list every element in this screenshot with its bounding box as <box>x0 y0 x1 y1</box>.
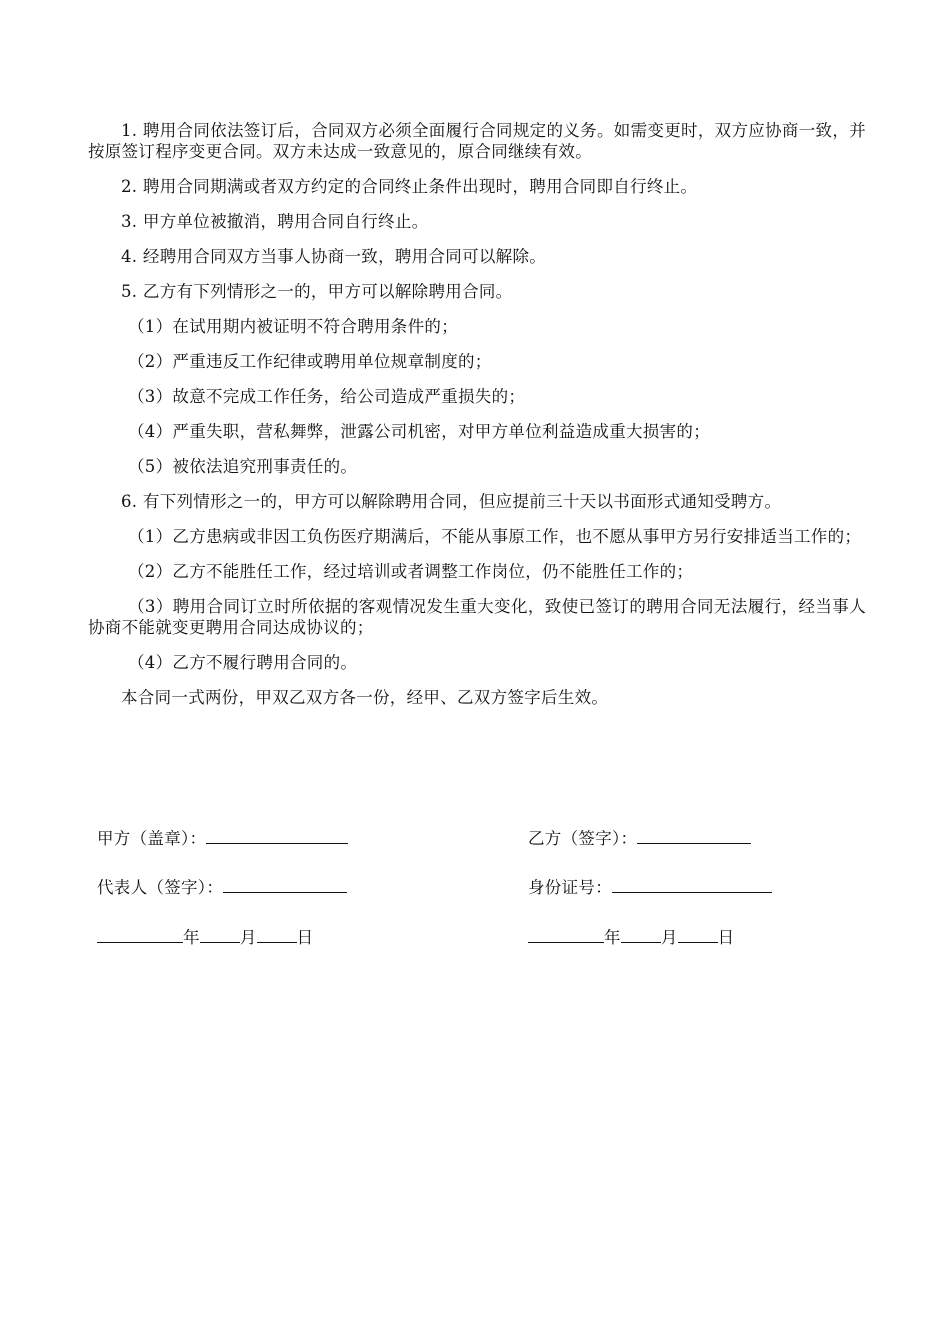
contract-clauses <box>88 120 866 708</box>
party-b-id-field[interactable] <box>612 878 772 893</box>
clause-6: 6. 有下列情形之一的，甲方可以解除聘用合同，但应提前三十天以书面形式通知受聘方。 <box>121 492 782 511</box>
clause-4: 4. 经聘用合同双方当事人协商一致，聘用合同可以解除。 <box>121 247 547 266</box>
day-label: 日 <box>296 928 314 947</box>
party-a-rep-line <box>97 877 347 898</box>
month-label: 月 <box>660 928 678 947</box>
party-a-seal-label: 甲方（盖章）： <box>97 829 207 848</box>
party-b-id-label: 身份证号： <box>528 878 612 897</box>
clause-5: 5. 乙方有下列情形之一的，甲方可以解除聘用合同。 <box>121 282 513 301</box>
party-a-day-field[interactable] <box>257 928 297 943</box>
year-label: 年 <box>183 928 200 947</box>
clause-6-item: （1）乙方患病或非因工负伤医疗期满后，不能从事原工作，也不愿从事甲方另行安排适当工作的； <box>128 527 862 546</box>
party-b-sign-line <box>528 828 751 849</box>
party-a-rep-field[interactable] <box>223 878 347 893</box>
party-a-date-line <box>97 927 313 948</box>
party-a-seal-line <box>97 828 348 849</box>
clause-6-item: （4）乙方不履行聘用合同的。 <box>128 653 358 672</box>
party-a-seal-field[interactable] <box>206 829 348 844</box>
party-b-month-field[interactable] <box>621 928 661 943</box>
clause-6-item: （2）乙方不能胜任工作，经过培训或者调整工作岗位，仍不能胜任工作的； <box>128 562 694 581</box>
party-a-year-field[interactable] <box>97 928 183 943</box>
clause-5-item: （5）被依法追究刑事责任的。 <box>128 457 358 476</box>
clause-5-item: （4）严重失职，营私舞弊，泄露公司机密，对甲方单位利益造成重大损害的； <box>128 422 710 441</box>
closing-statement: 本合同一式两份，甲双乙双方各一份，经甲、乙双方签字后生效。 <box>121 688 609 707</box>
clause-1: 1. 聘用合同依法签订后，合同双方必须全面履行合同规定的义务。如需变更时，双方应协商一致，并按原签订程序变更合同。双方未达成一致意见的，原合同继续有效。 <box>88 121 866 161</box>
party-b-date-line <box>528 927 734 948</box>
party-b-sign-field[interactable] <box>637 829 751 844</box>
clause-2: 2. 聘用合同期满或者双方约定的合同终止条件出现时，聘用合同即自行终止。 <box>121 177 698 196</box>
year-label: 年 <box>604 928 621 947</box>
clause-5-item: （1）在试用期内被证明不符合聘用条件的； <box>128 317 458 336</box>
party-a-month-field[interactable] <box>200 928 240 943</box>
clause-6-item: （3）聘用合同订立时所依据的客观情况发生重大变化，致使已签订的聘用合同无法履行，经当事人协商不能就变更聘用合同达成协议的； <box>88 597 866 637</box>
party-a-rep-label: 代表人（签字）： <box>97 878 224 897</box>
party-b-day-field[interactable] <box>678 928 718 943</box>
clause-5-item: （2）严重违反工作纪律或聘用单位规章制度的； <box>128 352 492 371</box>
party-b-sign-label: 乙方（签字）： <box>528 829 638 848</box>
party-b-year-field[interactable] <box>528 928 604 943</box>
clause-5-item: （3）故意不完成工作任务，给公司造成严重损失的； <box>128 387 526 406</box>
party-b-id-line <box>528 877 772 898</box>
day-label: 日 <box>717 928 735 947</box>
clause-3: 3. 甲方单位被撤消，聘用合同自行终止。 <box>121 212 429 231</box>
month-label: 月 <box>239 928 257 947</box>
